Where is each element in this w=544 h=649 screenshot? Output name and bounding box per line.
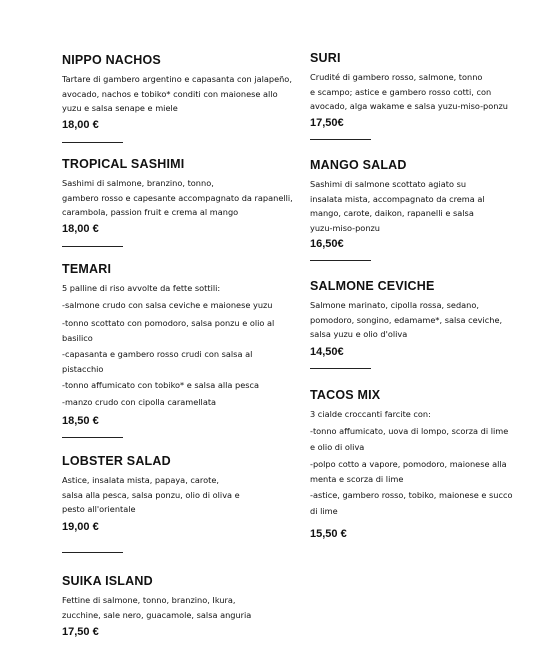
item-title: SALMONE CEVICHE (310, 279, 435, 293)
item-description-line: pistacchio (62, 364, 104, 374)
item-description-line: e olio di oliva (310, 442, 365, 452)
item-title: TACOS MIX (310, 388, 381, 402)
divider (62, 246, 123, 247)
item-description-line: pomodoro, songino, edamame*, salsa ceviche, (310, 314, 503, 325)
menu-item-lobster-salad (62, 454, 240, 534)
menu-item-mango-salad (310, 158, 485, 251)
item-description-line: -astice, gambero rosso, tobiko, maionese e succo (310, 490, 513, 500)
item-price: 19,00 € (62, 520, 99, 533)
menu-item-tacos-mix (310, 388, 513, 541)
item-description-line: Fettine di salmone, tonno, branzino, Ikura, (62, 595, 236, 605)
item-description-line: basilico (62, 333, 93, 343)
menu-item-suika-island (62, 574, 251, 639)
item-description-line: gambero rosso e capesante accompagnato da rapanelli, (62, 192, 293, 203)
item-description-line: yuzu-miso-ponzu (310, 222, 380, 233)
item-description-line: Salmone marinato, cipolla rossa, sedano, (310, 300, 479, 310)
item-description-line: Astice, insalata mista, papaya, carote, (62, 475, 219, 485)
item-description-line: -polpo cotto a vapore, pomodoro, maionese alla (310, 459, 507, 469)
item-price: 18,00 € (62, 222, 99, 235)
item-title: TROPICAL SASHIMI (62, 157, 185, 171)
item-description-line: -tonno scottato con pomodoro, salsa ponzu e olio al (62, 318, 275, 328)
item-description-line: carambola, passion fruit e crema al mango (62, 207, 239, 217)
menu-item-tropical-sashimi (62, 157, 293, 236)
item-description-line: yuzu e salsa senape e miele (62, 103, 178, 113)
item-price: 17,50 € (62, 626, 99, 638)
divider (310, 260, 371, 261)
item-price: 18,50 € (62, 415, 99, 427)
divider (310, 139, 371, 140)
menu-item-salmone-ceviche (310, 279, 502, 359)
item-title: LOBSTER SALAD (62, 454, 171, 468)
item-title: TEMARI (62, 262, 112, 276)
item-description-line: mango, carote, daikon, rapanelli e salsa (310, 208, 474, 218)
item-description-line: Crudité di gambero rosso, salmone, tonno (310, 72, 483, 82)
item-description-line: salsa alla pesca, salsa ponzu, olio di oliva e (62, 489, 240, 500)
item-description-line: -tonno affumicato, uova di lompo, scorza di lime (310, 426, 509, 436)
item-description-line: e scampo; astice e gambero rosso cotti, con (310, 86, 492, 97)
item-price: 14,50€ (310, 345, 344, 358)
divider (310, 368, 371, 369)
item-description-line: -capasanta e gambero rosso crudi con salsa al (62, 349, 253, 359)
item-price: 15,50 € (310, 528, 347, 540)
item-description-line: di lime (310, 506, 338, 516)
menu-item-suri (310, 51, 508, 130)
menu-item-nippo-nachos (62, 53, 292, 132)
item-description-line: insalata mista, accompagnato da crema al (310, 193, 485, 204)
item-title: NIPPO NACHOS (62, 53, 161, 67)
item-title: MANGO SALAD (310, 158, 407, 172)
item-price: 17,50€ (310, 116, 344, 129)
item-description-line: Sashimi di salmone scottato agiato su (310, 179, 467, 189)
item-description-line: zucchine, sale nero, guacamole, salsa anguria (62, 609, 252, 620)
item-description-line: -tonno affumicato con tobiko* e salsa alla pesca (62, 380, 260, 390)
item-title: SURI (310, 51, 341, 65)
divider (62, 142, 123, 143)
item-description-line: pesto all'orientale (62, 504, 136, 514)
item-description-line: avocado, alga wakame e salsa yuzu-miso-ponzu (310, 101, 508, 111)
item-price: 18,00 € (62, 118, 99, 131)
menu-item-temari (62, 262, 274, 428)
item-description-line: Tartare di gambero argentino e capasanta con jalapeño, (62, 74, 292, 84)
item-description-line: 5 palline di riso avvolte da fette sottili: (62, 283, 221, 293)
divider (62, 437, 123, 438)
item-title: SUIKA ISLAND (62, 574, 153, 588)
item-description-line: salsa yuzu e olio d'oliva (310, 329, 408, 339)
item-description-line: -manzo crudo con cipolla caramellata (62, 397, 217, 407)
item-description-line: 3 cialde croccanti farcite con: (310, 409, 431, 419)
item-description-line: menta e scorza di lime (310, 474, 404, 484)
item-price: 16,50€ (310, 238, 344, 250)
item-description-line: Sashimi di salmone, branzino, tonno, (62, 178, 214, 188)
item-description-line: avocado, nachos e tobiko* conditi con maionese allo (62, 88, 278, 99)
divider (62, 552, 123, 553)
item-description-line: -salmone crudo con salsa ceviche e maionese yuzu (62, 300, 273, 310)
